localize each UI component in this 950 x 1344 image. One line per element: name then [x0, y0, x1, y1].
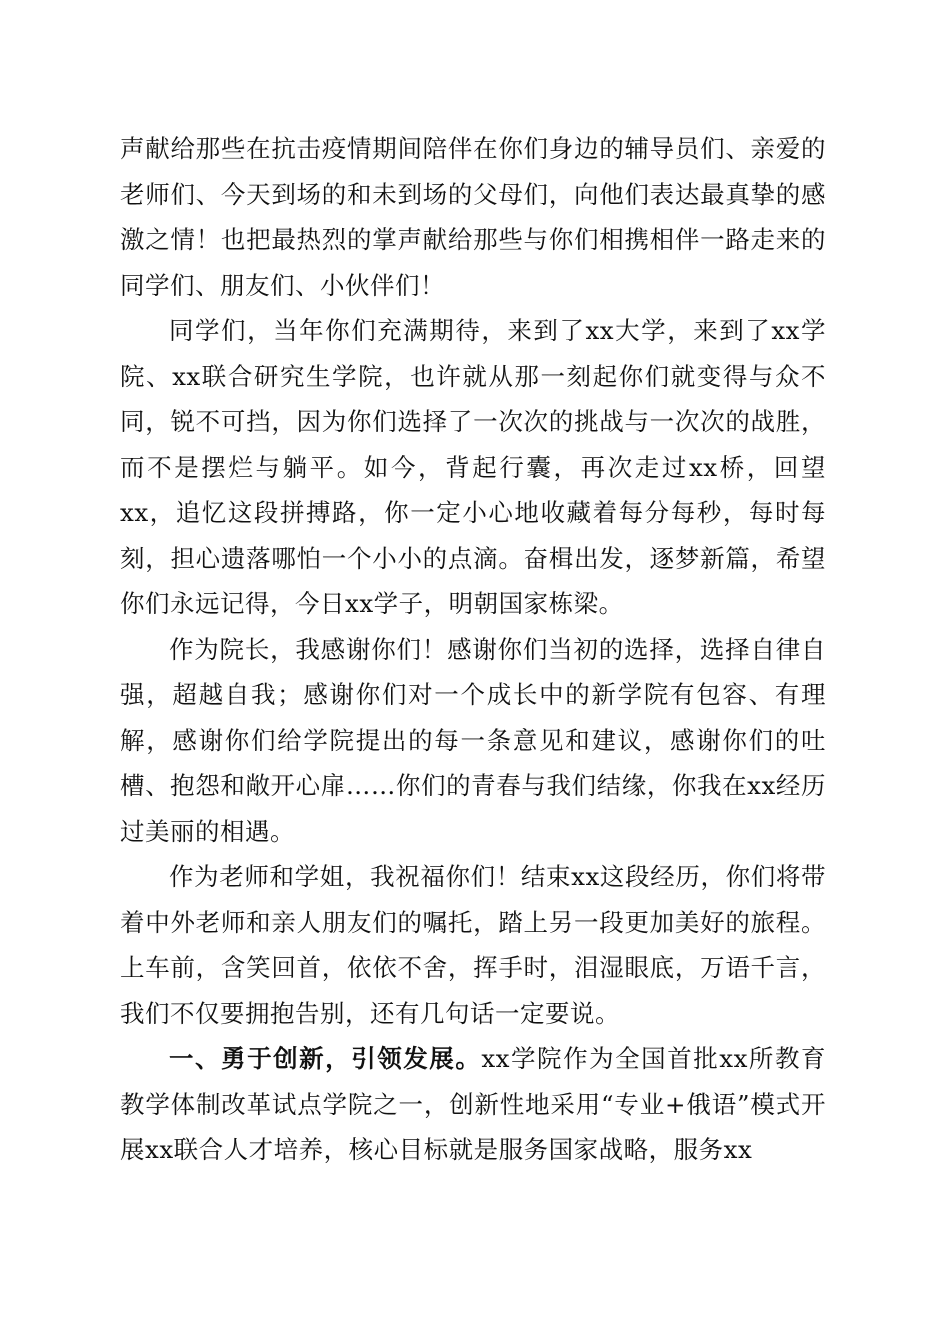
paragraph-dean-thanks	[120, 627, 826, 855]
paragraph-text: 同学们，当年你们充满期待，来到了xx大学，来到了xx学院、xx联合研究生学院，也许就从那一刻起你们就变得与众不同，锐不可挡，因为你们选择了一次次的挑战与一次次的战胜，而不是摆烂与躺平。如今，背起行囊，再次走过xx桥，回望xx，追忆这段拼搏路，你一定小心地收藏着每分每秒，每时每刻，担心遗落哪怕一个小小的点滴。奋楫出发，逐梦新篇，希望你们永远记得，今日xx学子，明朝国家栋梁。	[120, 316, 826, 618]
paragraph-classmates	[120, 308, 826, 627]
paragraph-teacher-blessing	[120, 854, 826, 1036]
paragraph-section-one	[120, 1036, 826, 1173]
paragraph-text: xx学院作为全国首批xx所教育教学体制改革试点学院之一，创新性地采用“专业+俄语”模式开展xx联合人才培养，核心目标就是服务国家战略，服务xx	[120, 1044, 826, 1164]
paragraph-continuation	[120, 126, 826, 308]
paragraph-text: 作为老师和学姐，我祝福你们！结束xx这段经历，你们将带着中外老师和亲人朋友们的嘱托，踏上另一段更加美好的旅程。上车前，含笑回首，依依不舍，挥手时，泪湿眼底，万语千言，我们不仅要拥抱告别，还有几句话一定要说。	[120, 862, 826, 1028]
paragraph-text: 作为院长，我感谢你们！感谢你们当初的选择，选择自律自强，超越自我；感谢你们对一个成长中的新学院有包容、有理解，感谢你们给学院提出的每一条意见和建议，感谢你们的吐槽、抱怨和敞开心扉……你们的青春与我们结缘，你我在xx经历过美丽的相遇。	[120, 634, 826, 846]
section-heading: 一、勇于创新，引领发展。	[169, 1044, 482, 1073]
paragraph-text: 声献给那些在抗击疫情期间陪伴在你们身边的辅导员们、亲爱的老师们、今天到场的和未到场的父母们，向他们表达最真挚的感激之情！也把最热烈的掌声献给那些与你们相携相伴一路走来的同学们、朋友们、小伙伴们！	[120, 134, 826, 300]
document-body	[120, 126, 826, 1173]
